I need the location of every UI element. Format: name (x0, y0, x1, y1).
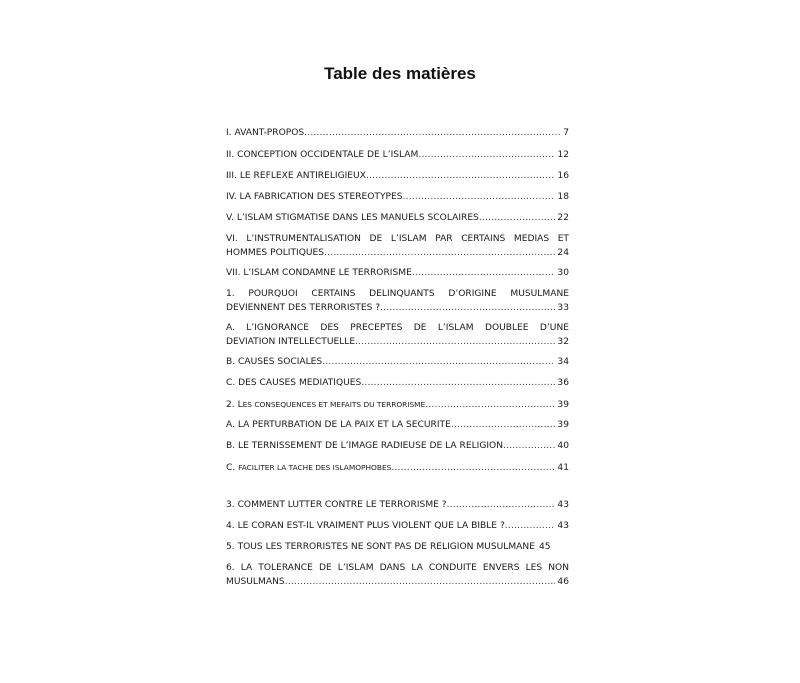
toc-page-number: 46 (557, 576, 569, 587)
section-gap (226, 482, 569, 499)
toc-entry-label: B. CAUSES SOCIALES (226, 357, 323, 367)
toc-page-number: 32 (557, 336, 569, 347)
table-of-contents (226, 127, 569, 596)
toc-entry[interactable] (226, 541, 569, 562)
dot-leader (412, 267, 556, 281)
toc-entry-label-line1: 1. POURQUOI CERTAINS DELINQUANTS D’ORIGINE MUSULMANE (226, 289, 569, 299)
toc-entry-label-line1: VI. L’INSTRUMENTALISATION DE L’ISLAM PAR CERTAINS MEDIAS ET (226, 234, 569, 244)
toc-page-number: 43 (557, 521, 569, 531)
toc-page-number: 39 (557, 420, 569, 430)
toc-entry[interactable] (226, 127, 569, 149)
toc-entry-label: 3. COMMENT LUTTER CONTRE LE TERRORISME ? (226, 500, 447, 510)
toc-page-number: 24 (557, 247, 569, 258)
toc-entry-label: V. L’ISLAM STIGMATISE DANS LES MANUELS SCOLAIRES (226, 213, 479, 223)
toc-entry-label-line1: 6. LA TOLERANCE DE L’ISLAM DANS LA CONDUITE ENVERS LES NON (226, 563, 569, 573)
toc-entry-smallcaps: FACILITER LA TACHE DES ISLAMOPHOBES (238, 463, 392, 472)
toc-entry[interactable] (226, 461, 569, 482)
dot-leader (304, 127, 561, 141)
toc-page-number: 12 (557, 150, 569, 160)
toc-entry[interactable] (226, 440, 569, 461)
toc-entry-label: 5. TOUS LES TERRORISTES NE SONT PAS DE RELIGION MUSULMANE (226, 542, 535, 552)
toc-page-number: 33 (557, 302, 569, 313)
toc-entry[interactable] (226, 288, 569, 322)
toc-entry-label: A. LA PERTURBATION DE LA PAIX ET LA SECURITE (226, 420, 451, 430)
toc-entry-label: VII. L’ISLAM CONDAMNE LE TERRORISME (226, 268, 412, 278)
toc-entry-label: MUSULMANS (226, 576, 285, 587)
dot-leader (425, 399, 555, 413)
toc-entry-label: IV. LA FABRICATION DES STEREOTYPES (226, 192, 403, 202)
dot-leader (391, 462, 555, 476)
toc-entry-label: C. DES CAUSES MEDIATIQUES (226, 378, 362, 388)
dot-leader (285, 576, 556, 590)
toc-entry-label: B. LE TERNISSEMENT DE L’IMAGE RADIEUSE DE LA RELIGION (226, 441, 504, 451)
toc-entry[interactable] (226, 322, 569, 356)
toc-entry[interactable] (226, 377, 569, 398)
dot-leader (418, 149, 555, 163)
toc-entry-label: HOMMES POLITIQUES (226, 247, 325, 258)
toc-entry[interactable] (226, 212, 569, 233)
dot-leader (358, 336, 555, 350)
toc-page-number: 40 (557, 441, 569, 451)
toc-page-number: 18 (557, 192, 569, 202)
dot-leader (361, 377, 555, 391)
toc-page-number: 39 (557, 400, 569, 410)
toc-entry[interactable] (226, 149, 569, 170)
toc-page-number: 34 (557, 357, 569, 367)
toc-entry-label: II. CONCEPTION OCCIDENTALE DE L’ISLAM (226, 150, 419, 160)
toc-entry[interactable] (226, 191, 569, 212)
dot-leader (324, 247, 555, 261)
toc-page-number: 22 (557, 213, 569, 223)
toc-entry-label-line1: A. L’IGNORANCE DES PRECEPTES DE L’ISLAM DOUBLEE D’UNE (226, 323, 569, 333)
toc-entry[interactable] (226, 419, 569, 440)
toc-entry[interactable] (226, 356, 569, 377)
dot-leader (479, 212, 556, 226)
toc-page-number: 36 (557, 378, 569, 388)
toc-page-number: 41 (557, 463, 569, 473)
dot-leader (451, 419, 556, 433)
toc-entry[interactable] (226, 170, 569, 191)
toc-page-number: 43 (557, 500, 569, 510)
toc-entry-prefix: 2. L (226, 400, 243, 410)
dot-leader (503, 440, 555, 454)
toc-entry-prefix: C. (226, 463, 239, 473)
page-title: Table des matières (324, 64, 476, 83)
toc-entry[interactable] (226, 398, 569, 419)
toc-entry[interactable] (226, 233, 569, 267)
dot-leader (447, 499, 556, 513)
toc-entry[interactable] (226, 520, 569, 541)
dot-leader (403, 191, 556, 205)
toc-entry[interactable] (226, 267, 569, 288)
dot-leader (322, 356, 555, 370)
dot-leader (366, 170, 555, 184)
toc-page-number: 30 (557, 268, 569, 278)
toc-entry-label: III. LE REFLEXE ANTIRELIGIEUX (226, 171, 366, 181)
dot-leader (505, 520, 556, 534)
toc-entry[interactable] (226, 562, 569, 596)
toc-entry-label (226, 398, 425, 413)
toc-page-number: 16 (557, 171, 569, 181)
dot-leader (380, 302, 555, 316)
toc-entry-label: DEVIENNENT DES TERRORISTES ? (226, 302, 381, 313)
toc-page-number: 45 (538, 542, 551, 552)
toc-page-number: 7 (563, 128, 569, 138)
toc-entry-label: DEVIATION INTELLECTUELLE. (226, 336, 358, 347)
toc-entry-label: 4. LE CORAN EST-IL VRAIMENT PLUS VIOLENT QUE LA BIBLE ? (226, 521, 505, 531)
toc-entry[interactable] (226, 499, 569, 520)
toc-entry-smallcaps: ES CONSEQUENCES ET MEFAITS DU TERRORISME (242, 400, 426, 409)
toc-entry-label: I. AVANT-PROPOS (226, 128, 305, 138)
toc-entry-label (226, 461, 391, 476)
